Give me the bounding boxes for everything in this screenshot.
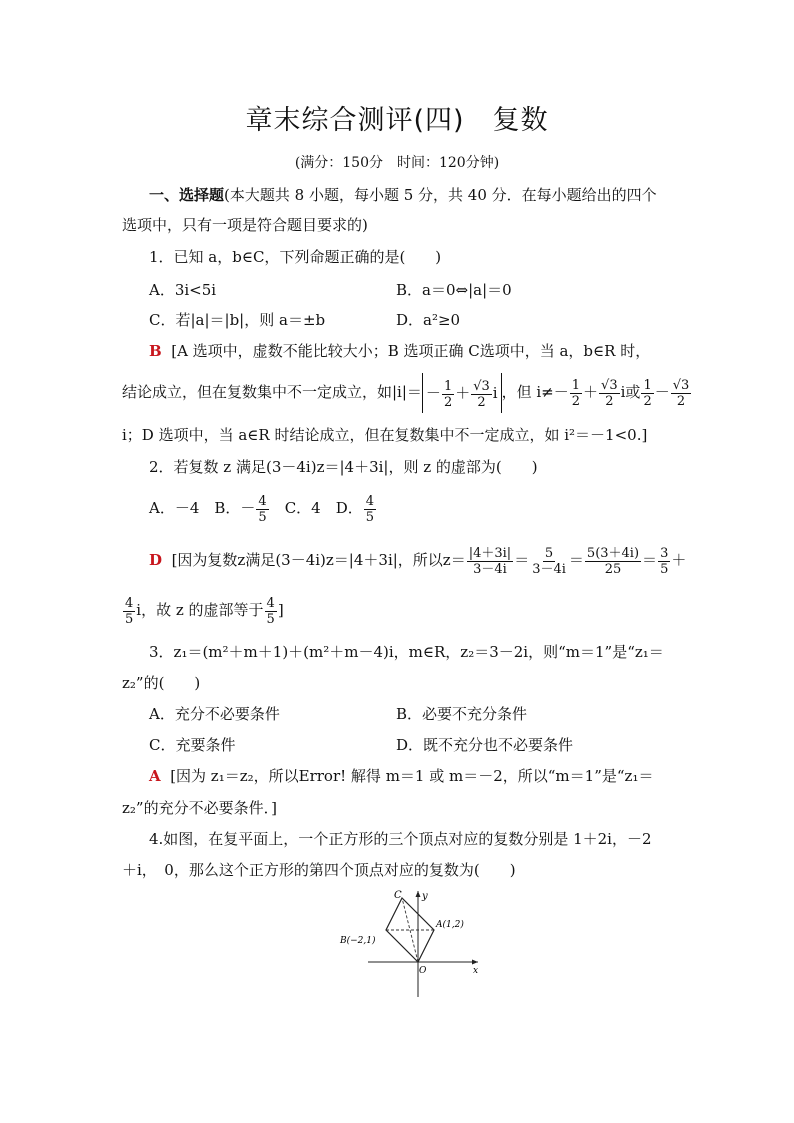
x-axis-arrow [472, 960, 478, 965]
q2-explanation-1 [149, 542, 686, 578]
q1-option-d: D．a²≥0 [396, 311, 461, 329]
frac-num: 4 [365, 493, 375, 509]
frac-den: 2 [571, 393, 581, 409]
section-heading: 一、选择题 [149, 186, 225, 204]
frac-num: 4 [266, 595, 275, 611]
q3-option-a: A．充分不必要条件 [149, 705, 280, 723]
label-b: B(−2,1) [340, 936, 376, 946]
frac-half [641, 378, 653, 409]
q4-stem-2: ＋i， 0，那么这个正方形的第四个顶点对应的复数为( ) [122, 861, 516, 879]
y-axis-arrow [416, 891, 421, 897]
q1-option-c: C．若|a|＝|b|，则 a＝±b [149, 311, 326, 329]
q1-explanation-2 [122, 372, 692, 413]
frac-num: √3 [601, 377, 618, 393]
q3-option-b: B．必要不充分条件 [396, 705, 528, 723]
minus-sign: － [654, 383, 670, 401]
page-title: 章末综合测评(四) 复数 [245, 105, 549, 136]
q3-answer: A [149, 767, 161, 785]
frac-den: 2 [676, 393, 686, 409]
section-desc-2: 选项中，只有一项是符合题目要求的) [122, 216, 368, 234]
frac-sqrt3-half [471, 379, 492, 410]
q1-answer: B [149, 342, 162, 360]
q2-explanation-2 [122, 592, 284, 628]
equals-sign: ＝ [642, 551, 658, 569]
frac-4-5 [123, 596, 135, 627]
q1-explanation-1 [149, 340, 650, 362]
frac-den: 2 [643, 393, 652, 409]
plus-sign: ＋ [455, 384, 471, 402]
label-o: O [419, 966, 427, 976]
q2-stem: 2．若复数 z 满足(3－4i)z＝|4＋3i|，则 z 的虚部为( ) [149, 458, 538, 476]
q1-abs-expr [422, 373, 502, 413]
frac-den: 5 [660, 561, 669, 577]
frac-5 [530, 546, 568, 577]
frac-den: 5 [258, 509, 267, 525]
q2-options [149, 490, 377, 526]
frac-sqrt3-half [599, 378, 620, 409]
frac-num: √3 [672, 377, 690, 393]
q1-exp-text-2a: 结论成立，但在复数集中不一定成立，如|i|＝ [122, 383, 422, 401]
q2-options-cd: C．4 D． [269, 499, 363, 517]
frac-num: 5(3＋4i) [586, 545, 640, 561]
page-subtitle: (满分：150分 时间：120分钟) [294, 155, 500, 171]
frac-den: 5 [266, 611, 275, 627]
frac-den: 5 [365, 509, 375, 525]
frac-num: 5 [544, 545, 554, 561]
q1-explanation-3: i；D 选项中，当 a∈R 时结论成立，但在复数集中不一定成立，如 i²＝－1<0.] [122, 426, 648, 444]
q4-stem-1: 4.如图，在复平面上，一个正方形的三个顶点对应的复数分别是 1＋2i，－2 [149, 830, 652, 848]
q3-explanation-1 [149, 765, 653, 787]
frac-num: 3 [660, 545, 669, 561]
q3-option-c: C．充要条件 [149, 736, 236, 754]
frac-den: 5 [125, 611, 134, 627]
label-y: y [422, 891, 428, 902]
frac-num: 1 [643, 377, 652, 393]
q3-option-d: D．既不充分也不必要条件 [396, 736, 574, 754]
frac-4-5 [265, 596, 277, 627]
equals-sign: ＝ [568, 551, 584, 569]
q2-answer: D [149, 551, 163, 569]
label-x: x [473, 966, 479, 976]
q1-exp-text-2c: 或 [625, 383, 641, 401]
frac-den: 2 [477, 394, 486, 410]
frac-abs [467, 546, 513, 577]
q1-exp-text-1: [A 选项中，虚数不能比较大小；B 选项正确 C选项中，当 a，b∈R 时， [171, 342, 651, 360]
q1-option-b: B．a＝0⇔|a|＝0 [396, 281, 512, 299]
frac-4-5 [256, 494, 268, 525]
frac-3-5 [658, 546, 670, 577]
frac-sqrt3-half [671, 378, 692, 409]
frac-4-5 [364, 494, 376, 525]
frac-den: 3－4i [473, 561, 507, 577]
frac-num: 1 [571, 377, 581, 393]
frac-25 [585, 546, 641, 577]
section-heading-line [149, 184, 657, 206]
complex-plane-figure [330, 885, 490, 1003]
q1-exp-text-2b: ，但 i≠－ [501, 383, 569, 401]
frac-num: √3 [473, 378, 490, 394]
frac-den: 2 [605, 393, 614, 409]
frac-num: 4 [258, 493, 267, 509]
section-desc-1: (本大题共 8 小题，每小题 5 分，共 40 分．在每小题给出的四个 [224, 186, 657, 204]
q1-stem: 1．已知 a，b∈C，下列命题正确的是( ) [149, 248, 442, 266]
q2-exp-text-2: i，故 z 的虚部等于 [136, 601, 264, 619]
label-c: C [394, 890, 402, 901]
frac-half [570, 378, 582, 409]
frac-num: 1 [443, 378, 453, 394]
frac-den: 2 [443, 394, 453, 410]
q3-exp-text-1: [因为 z₁＝z₂，所以Error! 解得 m＝1 或 m＝－2，所以“m＝1”是“z₁＝ [170, 767, 654, 785]
q2-exp-end: ] [277, 601, 284, 619]
q3-explanation-2: z₂”的充分不必要条件．] [122, 799, 277, 817]
frac-half [442, 379, 454, 410]
diagonal-oc [402, 898, 418, 962]
frac-num: |4＋3i| [468, 545, 512, 561]
plus-sign: ＋ [583, 383, 599, 401]
q2-exp-text-1: [因为复数z满足(3－4i)z＝|4＋3i|，所以z＝ [171, 551, 466, 569]
q2-options-ab: A．－4 B．－ [149, 499, 256, 517]
frac-num: 4 [125, 595, 134, 611]
label-a: A(1,2) [436, 920, 464, 930]
equals-sign: ＝ [514, 551, 530, 569]
q1-option-a: A．3i<5i [149, 281, 217, 299]
q3-stem-1: 3．z₁＝(m²＋m＋1)＋(m²＋m－4)i，m∈R，z₂＝3－2i，则“m＝1”是“z₁＝ [149, 643, 664, 661]
imag-unit: i [620, 383, 626, 401]
q3-stem-2: z₂”的( ) [122, 674, 201, 692]
frac-den: 3－4i [532, 561, 566, 577]
imag-unit: i [492, 384, 498, 402]
plus-sign: ＋ [671, 551, 687, 569]
minus-sign: － [425, 384, 441, 402]
frac-den: 25 [604, 561, 622, 577]
